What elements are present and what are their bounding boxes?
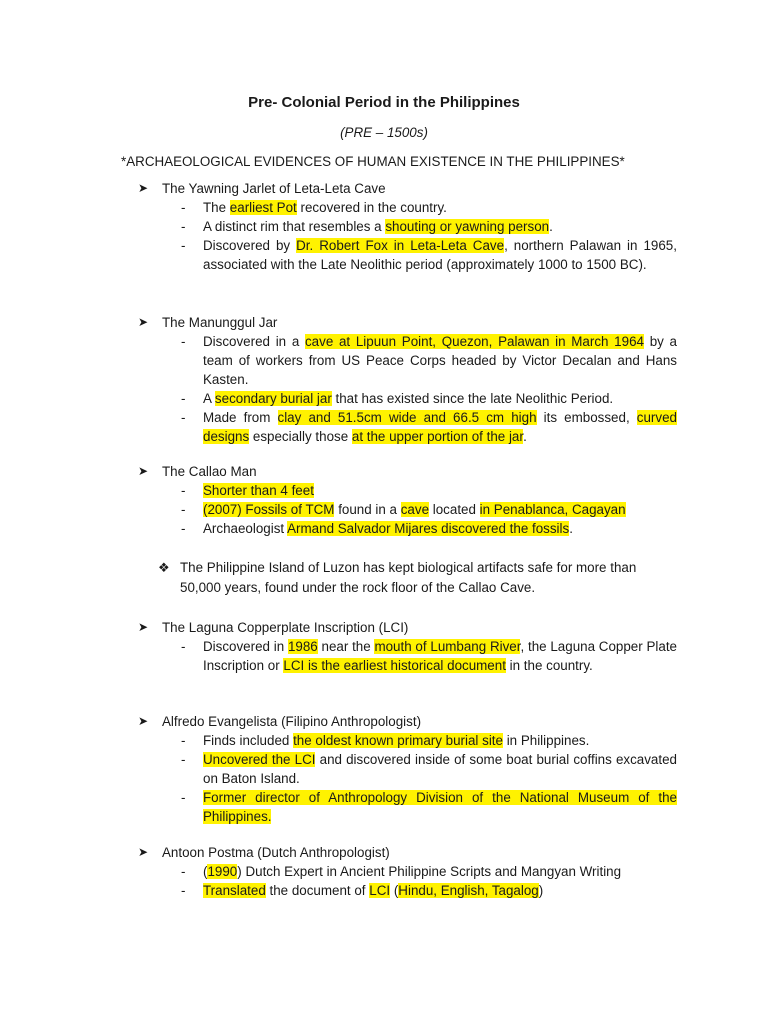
highlighted-text: 1990 bbox=[207, 864, 238, 879]
arrow-bullet-icon: ➤ bbox=[138, 620, 149, 634]
bullet-item bbox=[0, 731, 768, 750]
highlighted-text: mouth of Lumbang River bbox=[374, 639, 521, 654]
bullet-item bbox=[0, 389, 768, 408]
text-run: , northern Palawan in 1965, associated with the Late Neolithic period (approximately 1000 to 1500 BC). bbox=[203, 238, 677, 272]
note-text: The Philippine Island of Luzon has kept biological artifacts safe for more than 50,000 years, found under the rock floor of the Callao Cave. bbox=[180, 560, 637, 595]
dash-marker: - bbox=[181, 521, 186, 536]
highlighted-text: (2007) Fossils of TCM bbox=[203, 502, 335, 517]
dash-marker: - bbox=[181, 883, 186, 898]
bullet-item bbox=[0, 332, 768, 389]
highlighted-text: clay and 51.5cm wide and 66.5 cm high bbox=[277, 410, 537, 425]
highlighted-text: 1986 bbox=[287, 639, 318, 654]
text-run: ( bbox=[390, 883, 399, 898]
bullet-text bbox=[203, 481, 677, 500]
highlighted-text: at the upper portion of the jar bbox=[351, 429, 524, 444]
arrow-bullet-icon: ➤ bbox=[138, 845, 149, 859]
arrow-bullet-icon: ➤ bbox=[138, 714, 149, 728]
dash-marker: - bbox=[181, 733, 186, 748]
highlighted-text: Hindu, English, Tagalog bbox=[398, 883, 539, 898]
highlighted-text: Dr. Robert Fox in Leta-Leta Cave bbox=[296, 238, 505, 253]
highlighted-text: Translated bbox=[203, 883, 266, 898]
section-title: The Manunggul Jar bbox=[162, 315, 278, 330]
arrow-bullet-icon: ➤ bbox=[138, 181, 149, 195]
highlighted-text: LCI bbox=[369, 883, 391, 898]
dash-marker: - bbox=[181, 410, 186, 425]
bullet-text bbox=[203, 217, 677, 236]
section-alfredo-evangelista bbox=[0, 712, 768, 826]
text-run: The bbox=[203, 200, 230, 215]
highlighted-text: Former director of Anthropology Division of the National Museum of the Philippines. bbox=[203, 790, 677, 824]
bullet-text bbox=[203, 198, 677, 217]
page-title: Pre- Colonial Period in the Philippines bbox=[248, 94, 520, 111]
section-manunggul-jar bbox=[0, 313, 768, 446]
highlighted-text: secondary burial jar bbox=[214, 391, 332, 406]
highlighted-text: cave bbox=[400, 502, 430, 517]
bullet-text bbox=[203, 788, 677, 826]
text-run: its embossed, bbox=[536, 410, 637, 425]
bullet-text bbox=[203, 862, 677, 881]
bullet-text bbox=[203, 881, 677, 900]
highlighted-text: curved designs bbox=[203, 410, 677, 444]
section-callao-man bbox=[0, 462, 768, 538]
bullet-text bbox=[203, 750, 677, 788]
section-title: The Laguna Copperplate Inscription (LCI) bbox=[162, 620, 409, 635]
text-run: located bbox=[429, 502, 480, 517]
highlighted-text: LCI is the earliest historical document bbox=[283, 658, 506, 673]
text-run: ( bbox=[203, 864, 208, 879]
bullet-item bbox=[0, 881, 768, 900]
bullet-text bbox=[203, 731, 677, 750]
bullet-text bbox=[203, 389, 677, 408]
text-run: . bbox=[523, 429, 527, 444]
text-run: by a team of workers from US Peace Corps headed by Victor Decalan and Hans Kasten. bbox=[203, 334, 677, 387]
bullet-list bbox=[0, 198, 768, 274]
bullet-text bbox=[203, 408, 677, 446]
text-run: and discovered inside of some boat burial coffins excavated on Baton Island. bbox=[203, 752, 677, 786]
bullet-text bbox=[203, 637, 677, 675]
text-run: found in a bbox=[334, 502, 401, 517]
text-run: recovered in the country. bbox=[296, 200, 447, 215]
bullet-list bbox=[0, 332, 768, 446]
dash-marker: - bbox=[181, 864, 186, 879]
text-run: A bbox=[203, 391, 215, 406]
highlighted-text: Uncovered the LCI bbox=[203, 752, 316, 767]
bullet-list bbox=[0, 862, 768, 900]
section-yawning-jarlet bbox=[0, 179, 768, 274]
highlighted-text: Shorter than 4 feet bbox=[203, 483, 314, 498]
bullet-item bbox=[0, 637, 768, 675]
section-title: The Callao Man bbox=[162, 464, 257, 479]
text-run: . bbox=[569, 521, 573, 536]
bullet-text bbox=[203, 332, 677, 389]
dash-marker: - bbox=[181, 752, 186, 767]
bullet-text bbox=[203, 236, 677, 274]
text-run: that has existed since the late Neolithic Period. bbox=[331, 391, 614, 406]
highlighted-text: cave at Lipuun Point, Quezon, Palawan in March 1964 bbox=[304, 334, 644, 349]
bullet-text bbox=[203, 500, 677, 519]
bullet-list bbox=[0, 637, 768, 675]
highlighted-text: shouting or yawning person bbox=[385, 219, 550, 234]
dash-marker: - bbox=[181, 790, 186, 805]
text-run: the document of bbox=[265, 883, 370, 898]
highlighted-text: Armand Salvador Mijares discovered the fossils bbox=[287, 521, 570, 536]
text-run: Discovered by bbox=[203, 238, 297, 253]
dash-marker: - bbox=[181, 502, 186, 517]
dash-marker: - bbox=[181, 334, 186, 349]
bullet-item bbox=[0, 236, 768, 274]
page-subtitle: (PRE – 1500s) bbox=[340, 125, 428, 140]
dash-marker: - bbox=[181, 219, 186, 234]
bullet-item bbox=[0, 217, 768, 236]
arrow-bullet-icon: ➤ bbox=[138, 315, 149, 329]
text-run: ) bbox=[538, 883, 544, 898]
bullet-item bbox=[0, 481, 768, 500]
dash-marker: - bbox=[181, 483, 186, 498]
section-heading: *ARCHAEOLOGICAL EVIDENCES OF HUMAN EXISTENCE IN THE PHILIPPINES* bbox=[121, 154, 625, 169]
bullet-item bbox=[0, 519, 768, 538]
bullet-item bbox=[0, 408, 768, 446]
text-run: in Philippines. bbox=[502, 733, 590, 748]
bullet-list bbox=[0, 731, 768, 826]
bullet-text bbox=[203, 519, 677, 538]
dash-marker: - bbox=[181, 639, 186, 654]
bullet-list bbox=[0, 481, 768, 538]
dash-marker: - bbox=[181, 238, 186, 253]
section-laguna-copperplate bbox=[0, 618, 768, 675]
diamond-bullet-icon: ❖ bbox=[158, 560, 170, 575]
text-run: near the bbox=[317, 639, 375, 654]
section-title: Alfredo Evangelista (Filipino Anthropologist) bbox=[162, 714, 422, 729]
text-run: Discovered in a bbox=[203, 334, 305, 349]
bullet-item bbox=[0, 788, 768, 826]
text-run: especially those bbox=[249, 429, 352, 444]
note-paragraph bbox=[0, 558, 768, 598]
text-run: Archaeologist bbox=[203, 521, 288, 536]
text-run: Made from bbox=[203, 410, 278, 425]
text-run: ) Dutch Expert in Ancient Philippine Scripts and Mangyan Writing bbox=[237, 864, 622, 879]
text-run: , the Laguna Copper Plate Inscription or bbox=[203, 639, 678, 673]
text-run: Finds included bbox=[203, 733, 294, 748]
bullet-item bbox=[0, 862, 768, 881]
text-run: A distinct rim that resembles a bbox=[203, 219, 386, 234]
section-title: Antoon Postma (Dutch Anthropologist) bbox=[162, 845, 390, 860]
highlighted-text: in Penablanca, Cagayan bbox=[479, 502, 626, 517]
bullet-item bbox=[0, 750, 768, 788]
text-run: in the country. bbox=[505, 658, 593, 673]
highlighted-text: the oldest known primary burial site bbox=[293, 733, 503, 748]
highlighted-text: earliest Pot bbox=[229, 200, 297, 215]
text-run: Discovered in bbox=[203, 639, 288, 654]
dash-marker: - bbox=[181, 200, 186, 215]
section-title: The Yawning Jarlet of Leta-Leta Cave bbox=[162, 181, 386, 196]
text-run: . bbox=[549, 219, 553, 234]
arrow-bullet-icon: ➤ bbox=[138, 464, 149, 478]
dash-marker: - bbox=[181, 391, 186, 406]
bullet-item bbox=[0, 198, 768, 217]
section-antoon-postma bbox=[0, 843, 768, 900]
bullet-item bbox=[0, 500, 768, 519]
